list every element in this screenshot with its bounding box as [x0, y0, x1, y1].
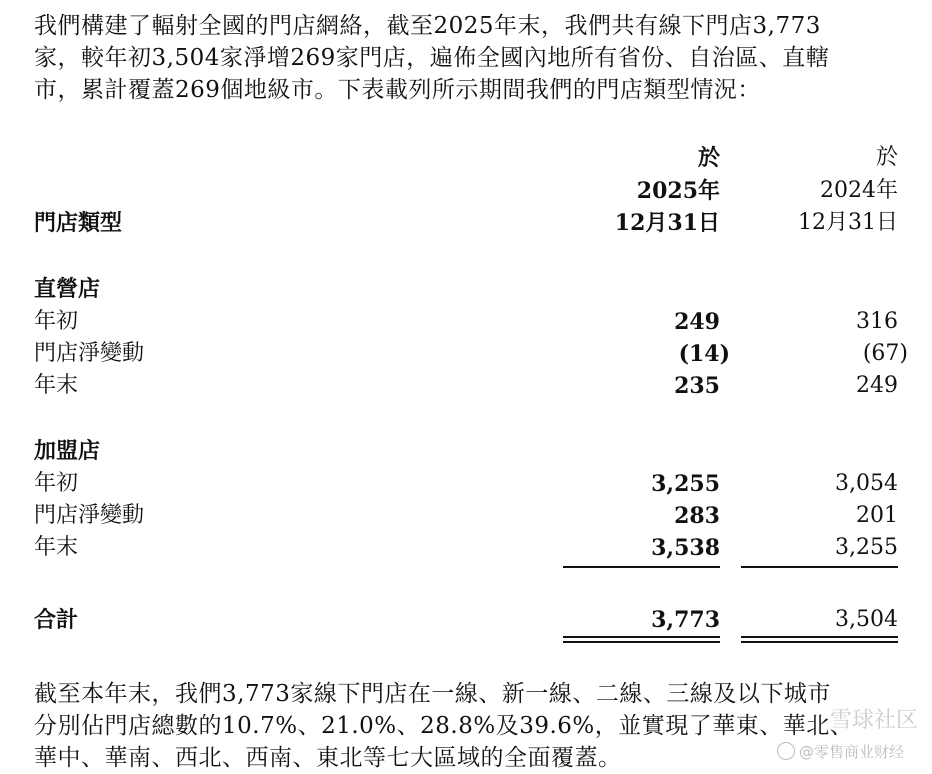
col-2025-header-line2: 2025年 — [636, 178, 720, 204]
closing-line: 截至本年末，我們3,773家線下門店在一線、新一線、二線、三線及以下城市 — [34, 681, 831, 707]
closing-line: 分別佔門店總數的10.7%、21.0%、28.8%及39.6%，並實現了華東、華北、 — [34, 713, 854, 739]
table-cell-2024: 201 — [856, 503, 898, 528]
col-2024-header-line2: 2024年 — [820, 178, 898, 203]
total-double-rule-2024-top — [741, 636, 898, 638]
table-row-label: 年初 — [34, 309, 79, 334]
intro-line: 家，較年初3,504家淨增269家門店，遍佈全國內地所有省份、自治區、直轄 — [34, 45, 830, 71]
intro-line: 我們構建了輻射全國的門店網絡，截至2025年末，我們共有線下門店3,773 — [34, 13, 821, 39]
table-cell-2025: 249 — [674, 309, 720, 335]
total-double-rule-2024-bottom — [741, 641, 898, 643]
watermark-credit — [777, 741, 904, 762]
table-cell-2024: 3,054 — [835, 471, 898, 496]
table-cell-2025: 3,538 — [651, 535, 720, 561]
watermark-credit-text: @零售商业财经 — [798, 743, 904, 761]
col-2024-header-line1: 於 — [875, 145, 898, 170]
subtotal-rule-2025 — [563, 566, 720, 568]
table-row-label: 年末 — [34, 373, 79, 398]
table-cell-2024: 3,255 — [835, 535, 898, 560]
closing-line: 華中、華南、西北、西南、東北等七大區域的全面覆蓋。 — [34, 745, 622, 771]
total-double-rule-2025-bottom — [563, 641, 720, 643]
closing-paragraph — [34, 678, 904, 774]
total-double-rule-2025-top — [563, 636, 720, 638]
table-cell-2024: 316 — [856, 309, 898, 334]
col-2024-header-line3: 12月31日 — [798, 210, 898, 235]
total-2024: 3,504 — [835, 607, 898, 632]
table-cell-2024: (67) — [862, 341, 908, 366]
row-header: 門店類型 — [34, 210, 123, 236]
watermark-logo-icon — [777, 742, 795, 760]
intro-line: 市，累計覆蓋269個地級市。下表載列所示期間我們的門店類型情況： — [34, 77, 761, 103]
table-row-label: 年末 — [34, 535, 79, 560]
col-2025-header-line3: 12月31日 — [614, 210, 720, 236]
intro-paragraph — [34, 10, 904, 106]
section-title-franchise: 加盟店 — [34, 438, 101, 464]
section-title-direct: 直營店 — [34, 276, 101, 302]
total-2025: 3,773 — [651, 607, 720, 633]
table-row-label: 門店淨變動 — [34, 503, 145, 528]
subtotal-rule-2024 — [741, 566, 898, 568]
table-row-label: 年初 — [34, 471, 79, 496]
total-label: 合計 — [34, 607, 79, 633]
table-cell-2025: 3,255 — [651, 471, 720, 497]
watermark: 雪球社区 — [829, 708, 918, 733]
table-cell-2025: 283 — [674, 503, 720, 529]
col-2025-header-line1: 於 — [697, 145, 720, 171]
table-row-label: 門店淨變動 — [34, 341, 145, 366]
table-cell-2025: 235 — [674, 373, 720, 399]
table-cell-2024: 249 — [856, 373, 898, 398]
table-cell-2025: (14) — [678, 341, 730, 367]
